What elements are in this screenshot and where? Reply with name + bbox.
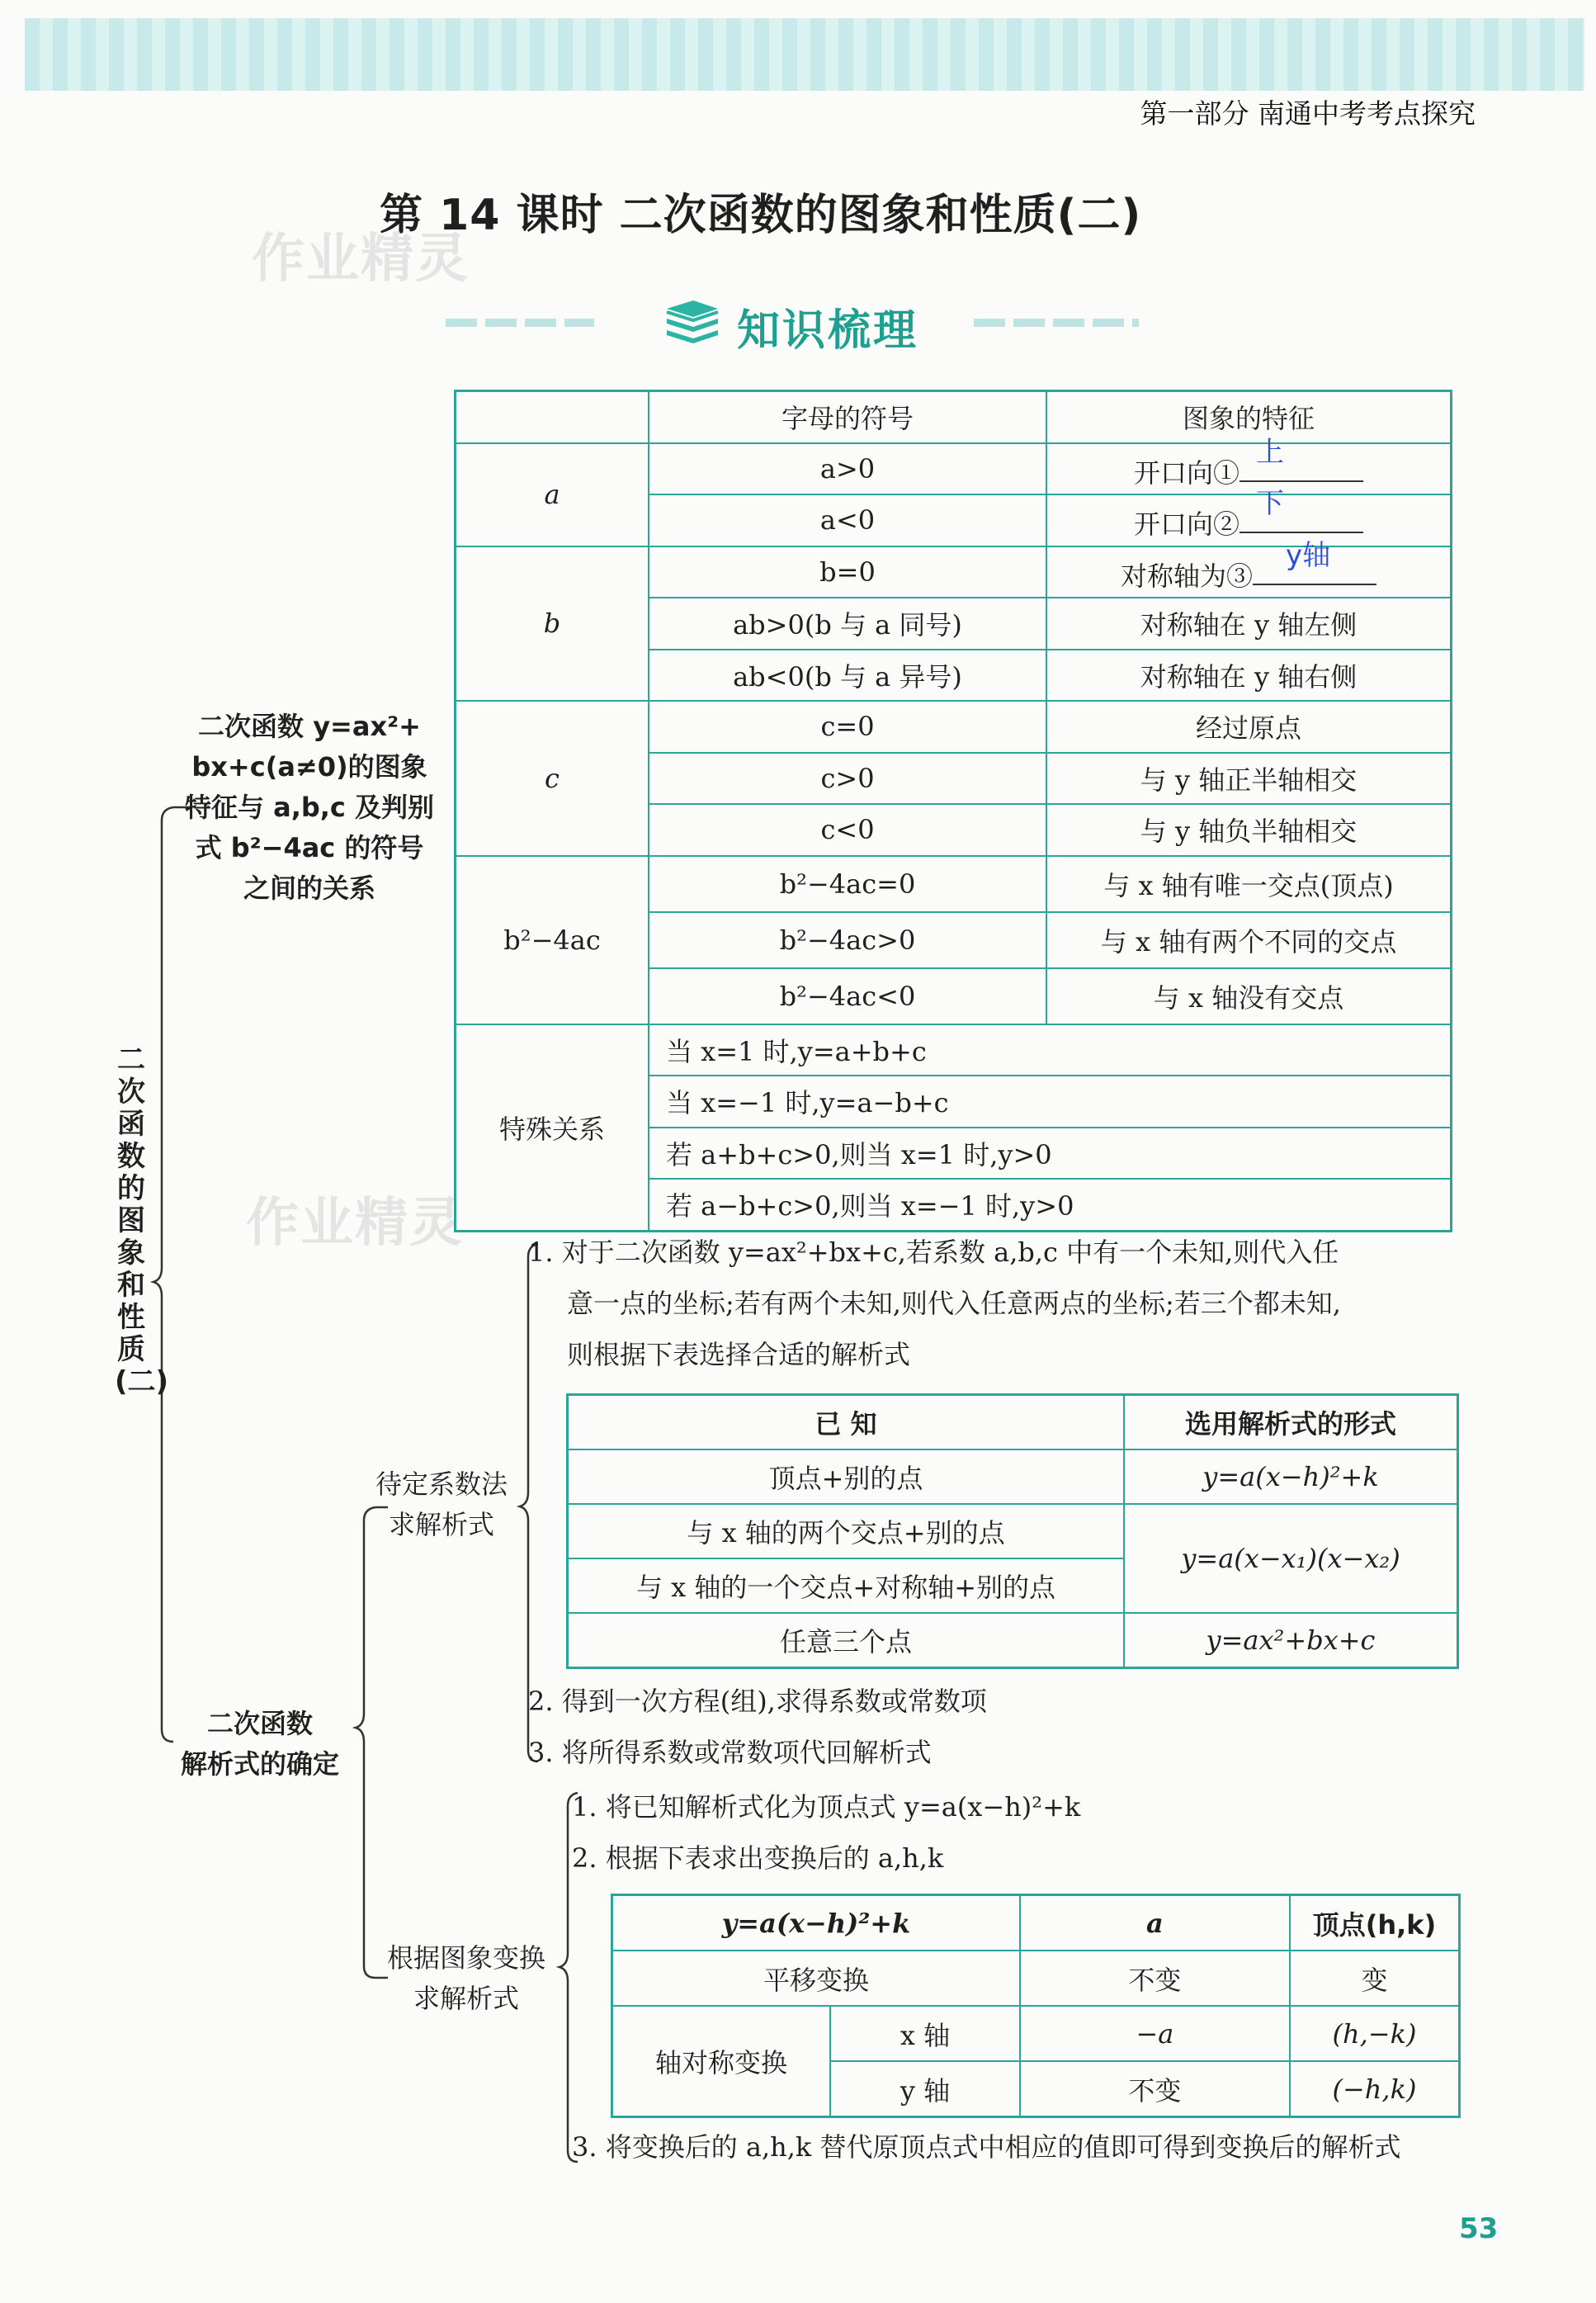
handwritten-answer: 下 — [1256, 487, 1284, 521]
cell: c=0 — [649, 701, 1046, 753]
row-label-special: 特殊关系 — [456, 1024, 649, 1232]
handwritten-answer: 上 — [1256, 435, 1284, 469]
cell: 若 a−b+c>0,则当 x=−1 时,y>0 — [649, 1179, 1452, 1231]
cell: ab<0(b 与 a 异号) — [649, 650, 1046, 702]
cell: 对称轴在 y 轴右侧 — [1046, 650, 1452, 702]
header-blank — [456, 391, 649, 443]
table-header: a — [1020, 1895, 1290, 1951]
cell: a>0 — [649, 443, 1046, 495]
method1-item3: 3. 将所得系数或常数项代回解析式 — [528, 1737, 932, 1768]
cell-blank-2: 开口向② 下 — [1046, 494, 1452, 546]
cell: a<0 — [649, 494, 1046, 546]
cell: 顶点+别的点 — [568, 1449, 1125, 1504]
cell: y=ax²+bx+c — [1124, 1613, 1458, 1668]
cell: 当 x=−1 时,y=a−b+c — [649, 1076, 1452, 1128]
cell: 经过原点 — [1046, 701, 1452, 753]
cell: 与 x 轴没有交点 — [1046, 968, 1452, 1024]
group-label-graph-features: 二次函数 y=ax²+ bx+c(a≠0)的图象 特征与 a,b,c 及判别 式 b²−4ac 的符号 之间的关系 — [184, 711, 435, 904]
transform-table — [611, 1894, 1461, 2118]
cell: b²−4ac>0 — [649, 912, 1046, 968]
cell: 与 x 轴的两个交点+别的点 — [568, 1504, 1125, 1558]
row-label-a: a — [456, 443, 649, 546]
table-header: 顶点(h,k) — [1290, 1895, 1460, 1951]
cell: 不变 — [1020, 2061, 1290, 2117]
cell: b²−4ac<0 — [649, 968, 1046, 1024]
cell: 不变 — [1020, 1951, 1290, 2006]
method2-item2: 2. 根据下表求出变换后的 a,h,k — [572, 1842, 944, 1874]
cell: 平移变换 — [612, 1951, 1020, 2006]
vertical-title: 二次函数的图象和性质(二) — [115, 1043, 169, 1398]
cell: 若 a+b+c>0,则当 x=1 时,y>0 — [649, 1128, 1452, 1180]
coefficient-sign-table — [454, 390, 1452, 1232]
row-label-discriminant: b²−4ac — [456, 856, 649, 1024]
cell-blank-3: 对称轴为③ y轴 — [1046, 546, 1452, 598]
method2-item3: 3. 将变换后的 a,h,k 替代原顶点式中相应的值即可得到变换后的解析式 — [572, 2131, 1401, 2163]
page-number: 53 — [1459, 2212, 1499, 2245]
table-header: y=a(x−h)²+k — [612, 1895, 1020, 1951]
method2-item1: 1. 将已知解析式化为顶点式 y=a(x−h)²+k — [572, 1791, 1081, 1823]
cell: (−h,k) — [1290, 2061, 1460, 2117]
cell: 与 x 轴有唯一交点(顶点) — [1046, 856, 1452, 912]
cell: 轴对称变换 — [612, 2006, 831, 2117]
cell: ab>0(b 与 a 同号) — [649, 598, 1046, 650]
watermark: 作业精灵 — [246, 1193, 464, 1254]
cell: 当 x=1 时,y=a+b+c — [649, 1024, 1452, 1076]
part-header: 第一部分 南通中考考点探究 — [1140, 97, 1476, 130]
watermark: 作业精灵 — [252, 229, 470, 290]
cell: 任意三个点 — [568, 1613, 1125, 1668]
row-label-b: b — [456, 546, 649, 702]
cell: (h,−k) — [1290, 2006, 1460, 2061]
cell: 与 x 轴有两个不同的交点 — [1046, 912, 1452, 968]
method1-item2: 2. 得到一次方程(组),求得系数或常数项 — [528, 1686, 987, 1717]
cell: y 轴 — [830, 2061, 1020, 2117]
cell-blank-1: 开口向① 上 — [1046, 443, 1452, 495]
cell: y=a(x−h)²+k — [1124, 1449, 1458, 1504]
method-undetermined-coefficients: 待定系数法 求解析式 — [375, 1468, 508, 1540]
cell: 与 y 轴正半轴相交 — [1046, 753, 1452, 805]
cell: 与 y 轴负半轴相交 — [1046, 804, 1452, 856]
cell: 与 x 轴的一个交点+对称轴+别的点 — [568, 1558, 1125, 1613]
section-title: 知识梳理 — [737, 306, 919, 356]
method1-item1: 1. 对于二次函数 y=ax²+bx+c,若系数 a,b,c 中有一个未知,则代入任 意一点的坐标;若有两个未知,则代入任意两点的坐标;若三个都未知, 则根据下表选择合适的解析式 — [528, 1237, 1341, 1370]
cell: y=a(x−x₁)(x−x₂) — [1124, 1504, 1458, 1613]
cell: c<0 — [649, 804, 1046, 856]
table-header: 图象的特征 — [1046, 391, 1452, 443]
method-graph-transform: 根据图象变换 求解析式 — [386, 1942, 545, 2014]
handwritten-answer: y轴 — [1286, 538, 1331, 572]
table-header: 已 知 — [568, 1395, 1125, 1450]
table-header: 字母的符号 — [649, 391, 1046, 443]
table-header: 选用解析式的形式 — [1124, 1395, 1458, 1450]
cell: b=0 — [649, 546, 1046, 598]
cell: 对称轴在 y 轴左侧 — [1046, 598, 1452, 650]
group-label-expression: 二次函数 解析式的确定 — [180, 1708, 339, 1780]
cell: −a — [1020, 2006, 1290, 2061]
cell: 变 — [1290, 1951, 1460, 2006]
expression-form-table — [566, 1393, 1459, 1669]
cell: b²−4ac=0 — [649, 856, 1046, 912]
cell: c>0 — [649, 753, 1046, 805]
row-label-c: c — [456, 701, 649, 856]
cell: x 轴 — [830, 2006, 1020, 2061]
lesson-title: 第 14 课时 二次函数的图象和性质(二) — [380, 191, 1142, 240]
